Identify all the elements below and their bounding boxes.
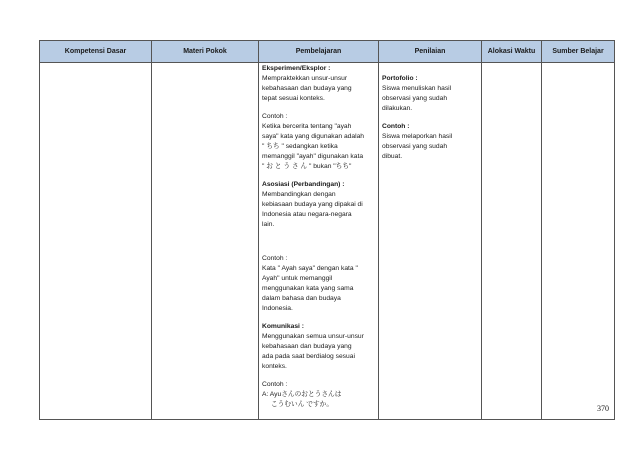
contoh-label: Contoh : xyxy=(262,255,288,262)
table-header-row xyxy=(40,41,615,63)
text-line: Kata " Ayah saya" dengan kata " xyxy=(262,265,358,272)
header-alokasi-waktu: Alokasi Waktu xyxy=(482,41,542,63)
text-line: " お と う さ ん " bukan "ちち" xyxy=(262,163,352,170)
text-line: observasi yang sudah xyxy=(382,143,448,150)
text-line: menggunakan kata yang sama xyxy=(262,285,354,292)
text-line: Membandingkan dengan xyxy=(262,191,336,198)
text-line: Menggunakan semua unsur-unsur xyxy=(262,333,364,340)
text-line: konteks. xyxy=(262,363,287,370)
dialog-line: こうむいん ですか。 xyxy=(271,401,334,408)
eksplor-heading: Eksperimen/Eksplor : xyxy=(262,65,331,72)
header-kompetensi-dasar: Kompetensi Dasar xyxy=(40,41,152,63)
text-line: Ketika bercerita tentang "ayah xyxy=(262,123,352,130)
page-number: 370 xyxy=(597,404,609,413)
contoh-label: Contoh : xyxy=(262,381,288,388)
text-line: saya" kata yang digunakan adalah xyxy=(262,133,365,140)
header-materi-pokok: Materi Pokok xyxy=(152,41,259,63)
text-line: kebahasaan dan budaya yang xyxy=(262,343,352,350)
text-line: Siswa melaporkan hasil xyxy=(382,133,453,140)
asosiasi-heading: Asosiasi (Perbandingan) : xyxy=(262,181,345,188)
text-line: kebiasaan budaya yang dipakai di xyxy=(262,201,363,208)
contoh-label: Contoh : xyxy=(262,113,288,120)
contoh-heading: Contoh : xyxy=(382,123,410,130)
text-line: " ちち " sedangkan ketika xyxy=(262,143,338,150)
table-row xyxy=(40,63,615,420)
text-line: memanggil "ayah" digunakan kata xyxy=(262,153,364,160)
cell-pembelajaran xyxy=(259,63,379,420)
text-line: ada pada saat berdialog sesuai xyxy=(262,353,355,360)
text-line: dilakukan. xyxy=(382,105,413,112)
cell-sumber-belajar xyxy=(542,63,615,420)
text-line: kebahasaan dan budaya yang xyxy=(262,85,352,92)
dialog-line: A: Ayuさんのおとうさんは xyxy=(262,391,342,398)
portofolio-heading: Portofolio : xyxy=(382,75,418,82)
header-penilaian: Penilaian xyxy=(379,41,482,63)
text-line: Indonesia atau negara-negara xyxy=(262,211,352,218)
cell-penilaian xyxy=(379,63,482,420)
text-line: Indonesia. xyxy=(262,305,293,312)
syllabus-table xyxy=(39,40,615,420)
text-line: Mempraktekkan unsur-unsur xyxy=(262,75,348,82)
text-line: Siswa menuliskan hasil xyxy=(382,85,452,92)
text-line: lain. xyxy=(262,221,275,228)
text-line: tepat sesuai konteks. xyxy=(262,95,325,102)
cell-materi-pokok xyxy=(152,63,259,420)
text-line: observasi yang sudah xyxy=(382,95,448,102)
cell-kompetensi-dasar xyxy=(40,63,152,420)
komunikasi-heading: Komunikasi : xyxy=(262,323,304,330)
text-line: Ayah" untuk memanggil xyxy=(262,275,333,282)
text-line: dalam bahasa dan budaya xyxy=(262,295,341,302)
text-line: dibuat. xyxy=(382,153,403,160)
cell-alokasi-waktu xyxy=(482,63,542,420)
header-sumber-belajar: Sumber Belajar xyxy=(542,41,615,63)
header-pembelajaran: Pembelajaran xyxy=(259,41,379,63)
